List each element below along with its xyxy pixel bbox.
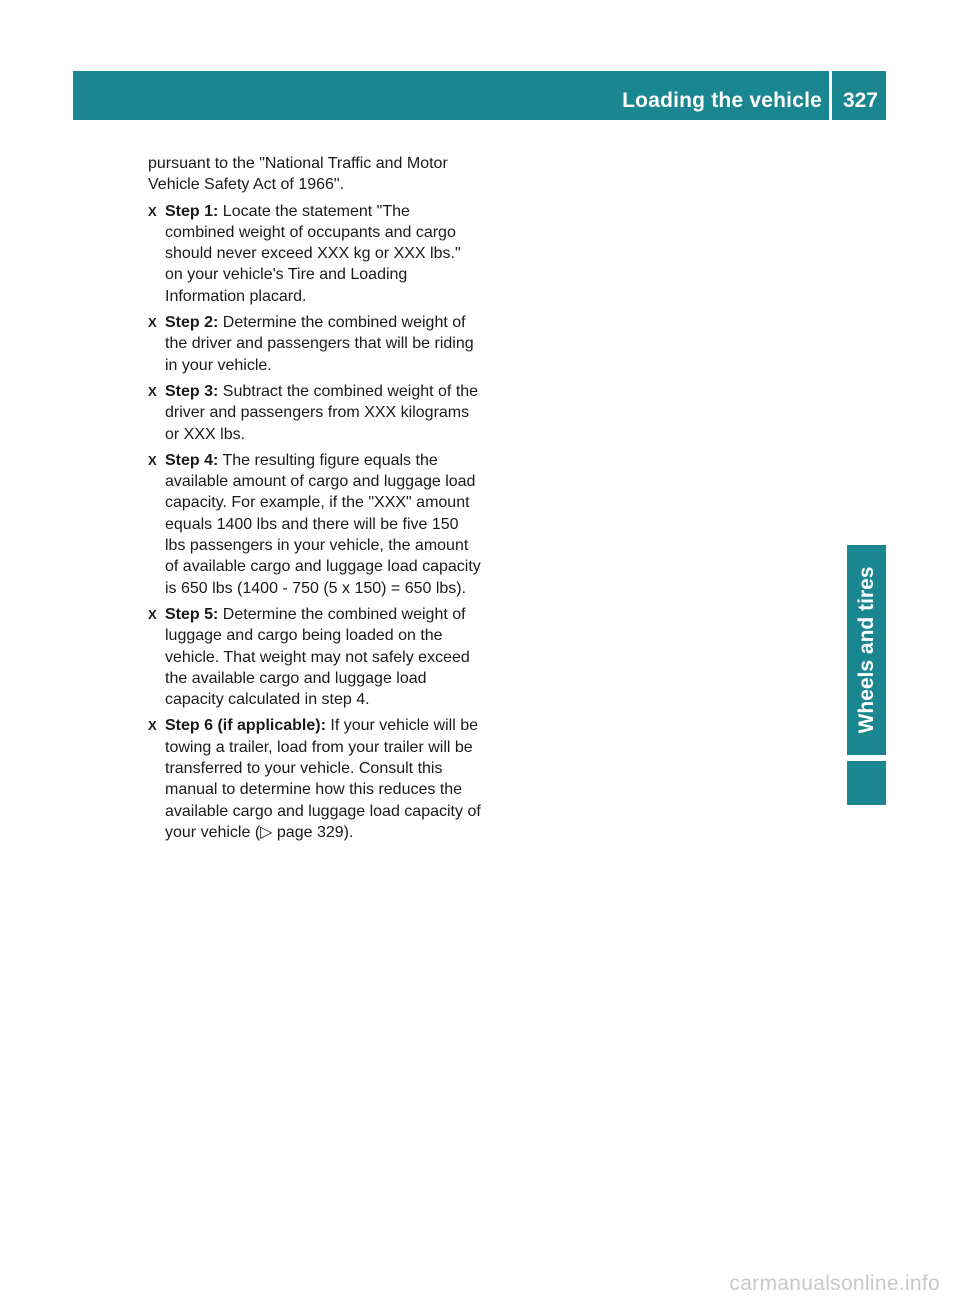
- step-marker-icon: X: [148, 606, 157, 622]
- step-label: Step 5:: [165, 605, 219, 623]
- step-item: [148, 201, 482, 307]
- intro-paragraph: pursuant to the "National Traffic and Motor Vehicle Safety Act of 1966".: [148, 155, 448, 194]
- step-marker-icon: X: [148, 452, 157, 468]
- step-text: If your vehicle will be towing a trailer, load from your trailer will be transferred to your vehicle. Consult this manual to determine how this reduces the available cargo and luggage load capacity of your vehicle (▷ page 329).: [165, 717, 481, 841]
- watermark: carmanualsonline.info: [729, 1272, 940, 1295]
- chapter-tab-label: Wheels and tires: [854, 566, 878, 734]
- step-item: [148, 312, 482, 376]
- chapter-marker: [847, 761, 886, 805]
- step-text: Determine the combined weight of the driver and passengers that will be riding in your vehicle.: [165, 314, 474, 374]
- header-divider: [829, 71, 832, 120]
- page-number: 327: [842, 89, 878, 112]
- body-text: [148, 153, 482, 848]
- step-item: [148, 450, 482, 599]
- step-label: Step 2:: [165, 314, 219, 332]
- header-bar: [73, 71, 886, 120]
- step-item: [148, 381, 482, 445]
- step-item: [148, 604, 482, 710]
- step-label: Step 3:: [165, 382, 219, 400]
- step-text: Locate the statement "The combined weight of occupants and cargo should never exceed XXX kg or XXX lbs." on your vehicle's Tire and Loading Information placard.: [165, 202, 461, 305]
- step-label: Step 6 (if applicable):: [165, 717, 326, 735]
- section-title: Loading the vehicle: [622, 89, 822, 112]
- step-text: The resulting figure equals the available amount of cargo and luggage load capacity. For example, if the "XXX" amount equals 1400 lbs and there will be five 150 lbs passengers in your vehicle, the amount of available cargo and luggage load capacity is 650 lbs (1400 - 750 (5 x 150) = 650 lbs).: [165, 451, 481, 597]
- step-marker-icon: X: [148, 315, 157, 331]
- step-marker-icon: X: [148, 718, 157, 734]
- step-label: Step 4:: [165, 451, 219, 469]
- step-marker-icon: X: [148, 203, 157, 219]
- step-marker-icon: X: [148, 383, 157, 399]
- step-item: [148, 715, 482, 843]
- step-label: Step 1:: [165, 202, 219, 220]
- chapter-tab: [847, 545, 886, 755]
- step-text: Determine the combined weight of luggage and cargo being loaded on the vehicle. That weight may not safely exceed the available cargo and luggage load capacity calculated in step 4.: [165, 605, 470, 709]
- step-text: Subtract the combined weight of the driver and passengers from XXX kilograms or XXX lbs.: [165, 382, 479, 443]
- step-list: [148, 201, 482, 844]
